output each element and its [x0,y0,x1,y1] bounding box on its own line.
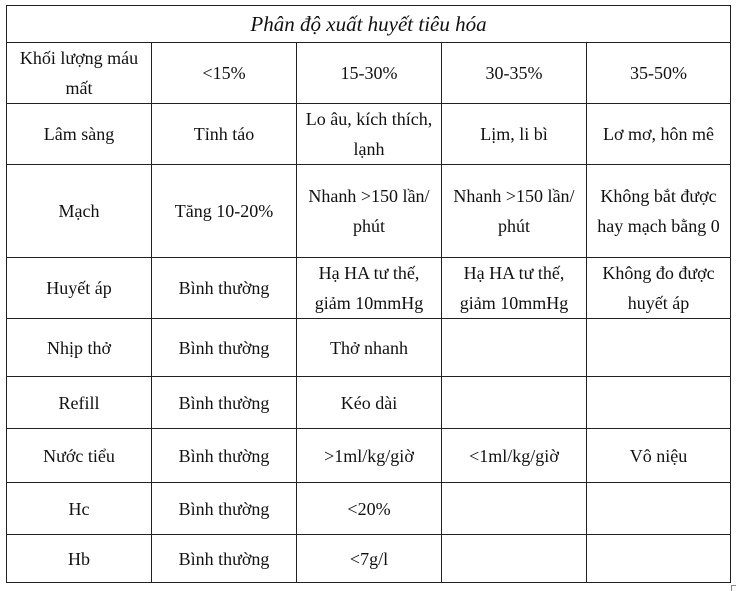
row-label: Mạch [7,165,152,258]
table-row [7,165,731,258]
table-row [7,319,731,377]
table-cell: <7g/l [297,535,442,583]
table-cell: Vô niệu [587,429,731,483]
row-label: Nước tiểu [7,429,152,483]
header-row [7,43,731,104]
table-cell: Bình thường [152,319,297,377]
header-row-label: Khối lượng máu mất [7,43,152,104]
bleeding-grade-table [6,5,731,583]
row-label: Nhịp thở [7,319,152,377]
table-cell [442,377,587,429]
table-cell [587,319,731,377]
table-cell: Lịm, li bì [442,104,587,165]
table-cell: >1ml/kg/giờ [297,429,442,483]
table-cell: Tỉnh táo [152,104,297,165]
table-cell: <1ml/kg/giờ [442,429,587,483]
table-cell: Thở nhanh [297,319,442,377]
table-cell: Lơ mơ, hôn mê [587,104,731,165]
table-cell: Hạ HA tư thế, giảm 10mmHg [442,258,587,319]
table-row [7,483,731,535]
table-title: Phân độ xuất huyết tiêu hóa [7,6,731,43]
page-corner-mark [731,585,736,591]
table-row [7,377,731,429]
header-cell: 35-50% [587,43,731,104]
row-label: Huyết áp [7,258,152,319]
table-cell: <20% [297,483,442,535]
table-cell: Bình thường [152,483,297,535]
table-cell: Hạ HA tư thế, giảm 10mmHg [297,258,442,319]
header-cell: 15-30% [297,43,442,104]
table-row [7,258,731,319]
table-cell: Bình thường [152,258,297,319]
table-cell: Kéo dài [297,377,442,429]
row-label: Hc [7,483,152,535]
row-label: Lâm sàng [7,104,152,165]
table-cell: Nhanh >150 lần/ phút [442,165,587,258]
table-cell: Bình thường [152,429,297,483]
table-row [7,429,731,483]
row-label: Hb [7,535,152,583]
row-label: Refill [7,377,152,429]
table-row [7,104,731,165]
table-cell: Bình thường [152,535,297,583]
table-row [7,535,731,583]
table-cell [442,535,587,583]
title-row [7,6,731,43]
table-cell [587,377,731,429]
header-cell: 30-35% [442,43,587,104]
table-cell: Nhanh >150 lần/ phút [297,165,442,258]
table-cell [442,483,587,535]
table-cell: Không đo được huyết áp [587,258,731,319]
table-cell: Bình thường [152,377,297,429]
table-cell: Tăng 10-20% [152,165,297,258]
table-cell [587,483,731,535]
header-cell: <15% [152,43,297,104]
table-cell: Không bắt được hay mạch bằng 0 [587,165,731,258]
table-cell [587,535,731,583]
table-cell: Lo âu, kích thích, lạnh [297,104,442,165]
table-cell [442,319,587,377]
